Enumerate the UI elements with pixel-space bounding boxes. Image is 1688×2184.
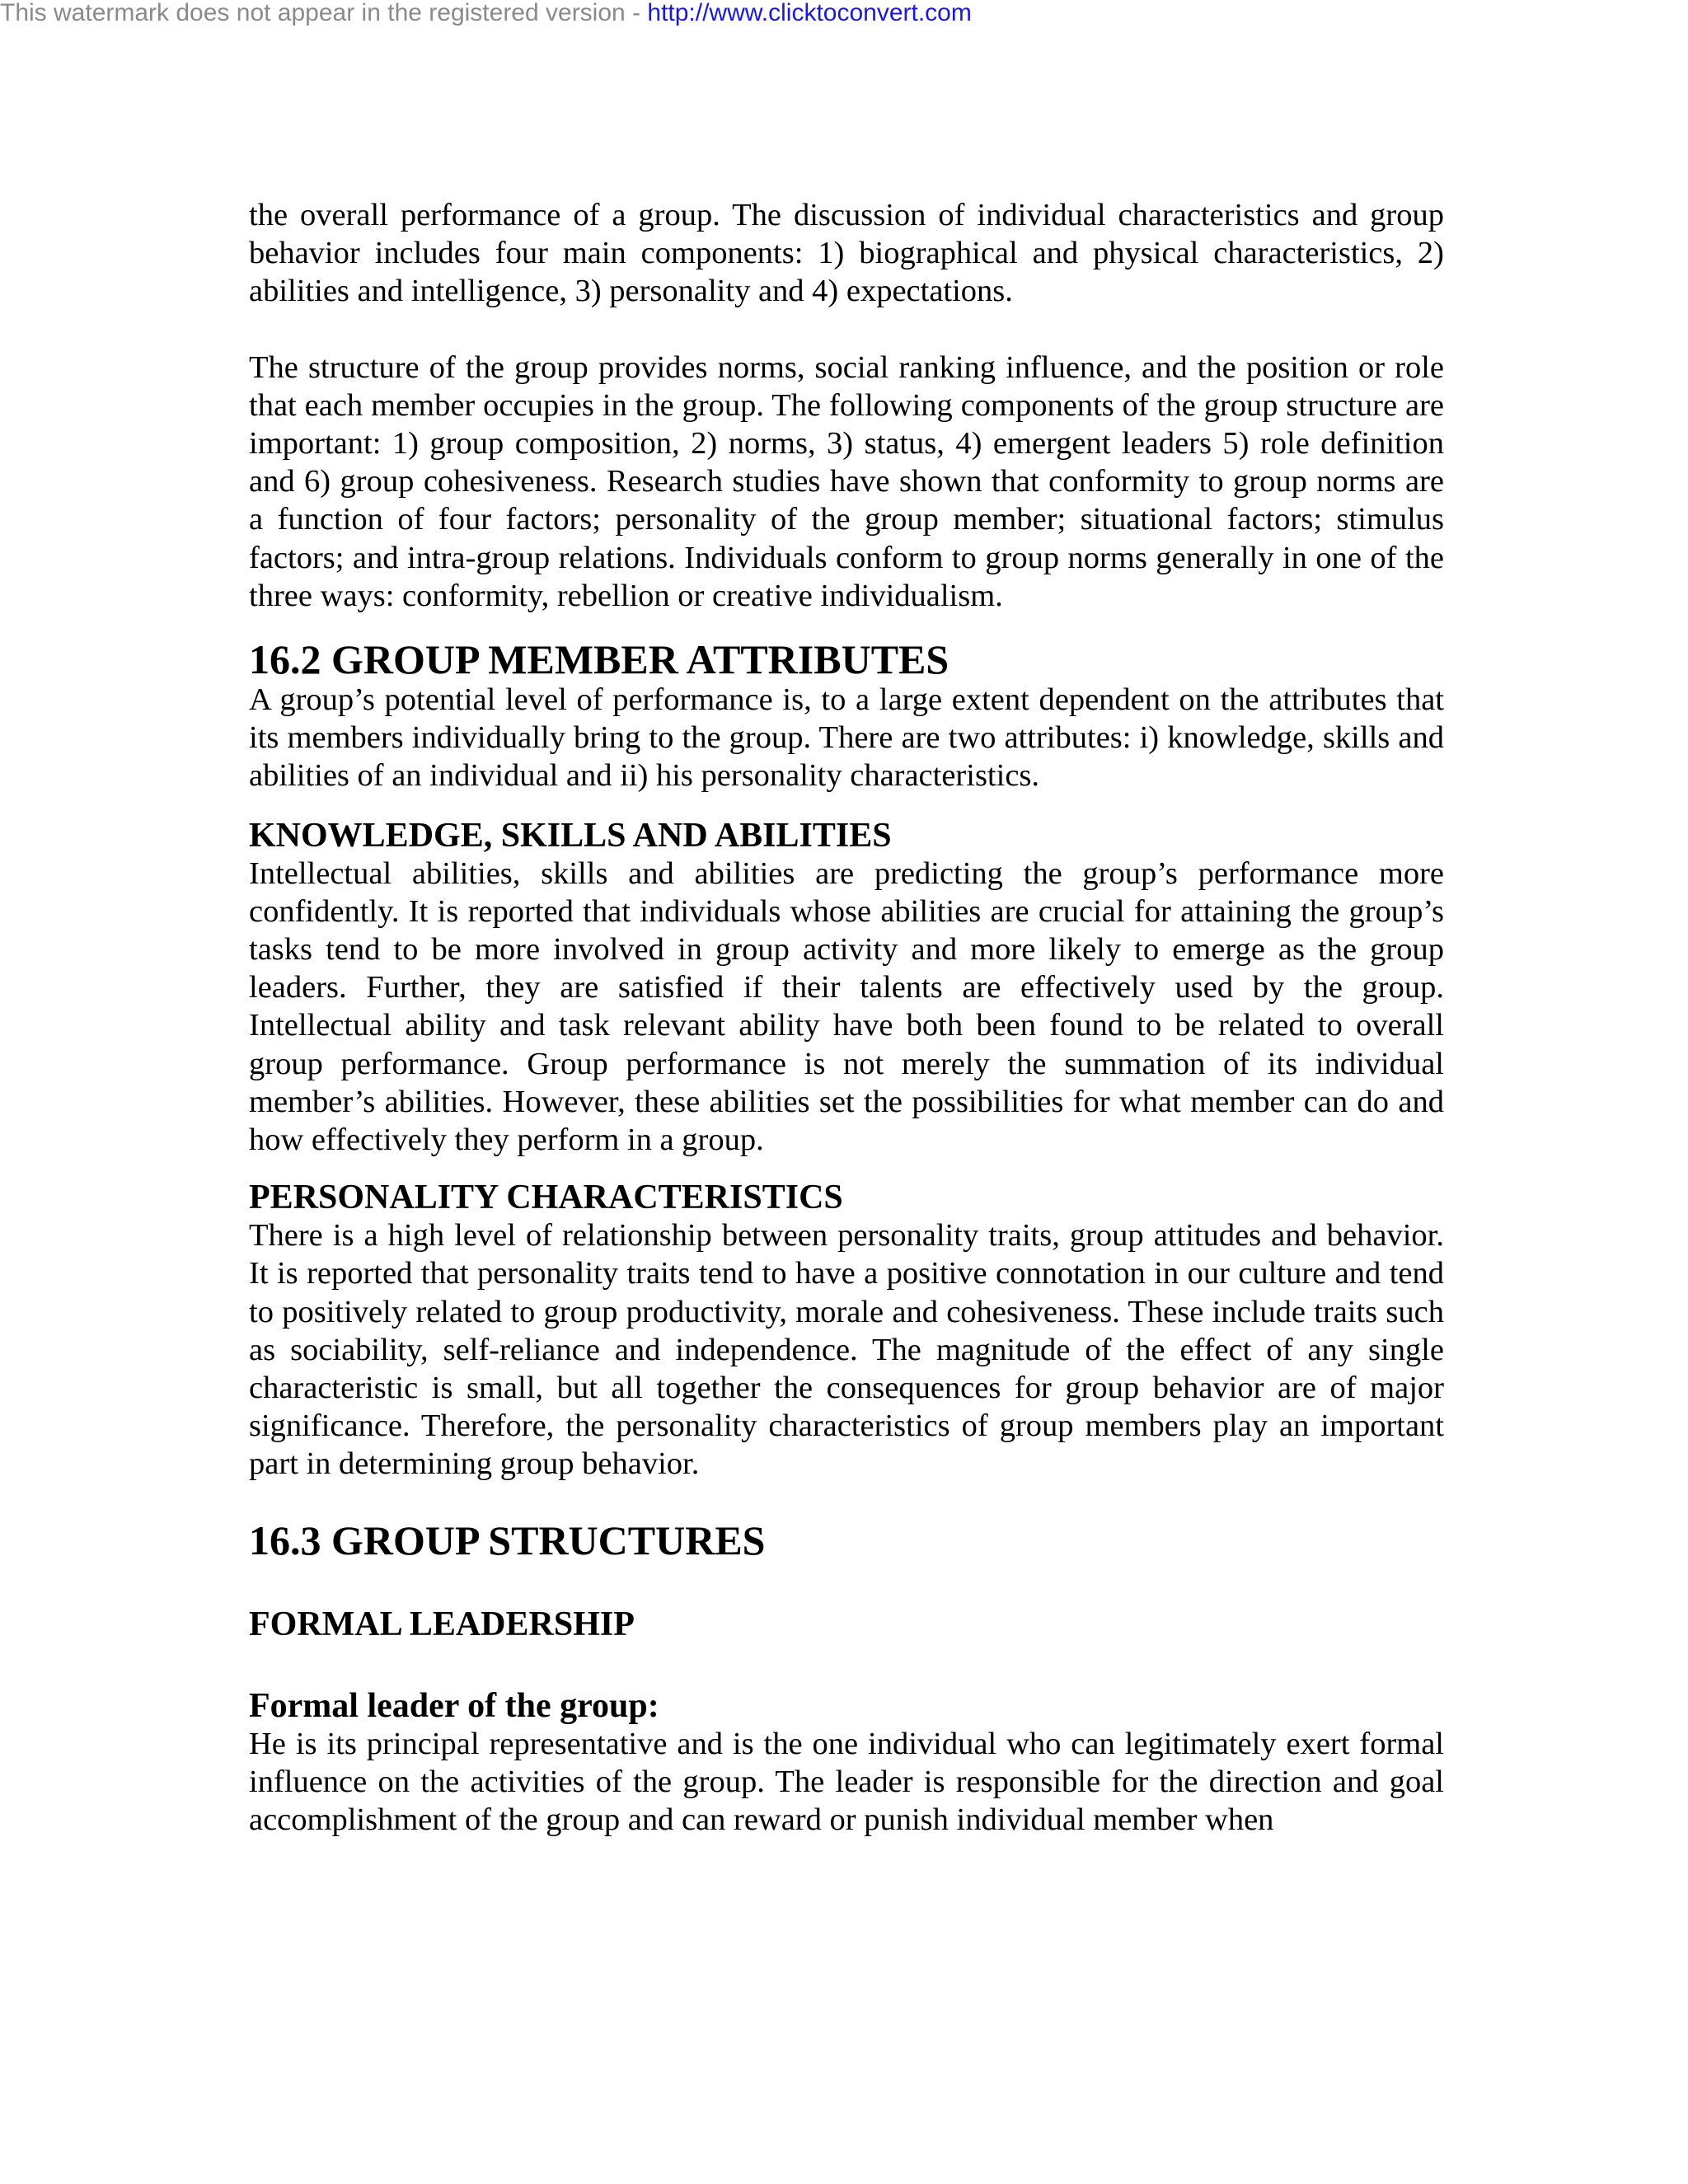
intro-paragraph: the overall performance of a group. The discussion of individual characteristics and group behavior includes four main components: 1) biographical and physical characteristics, 2) abilities and intelligence, 3) personality and 4) expectations. [249, 198, 1444, 309]
watermark-text: This watermark does not appear in the registered version - [0, 0, 648, 26]
attributes-paragraph: A group’s potential level of performance is, to a large extent dependent on the attributes that its members individually bring to the group. There are two attributes: i) knowledge, skills and abilities of an individual and ii) his personality characteristics. [249, 682, 1444, 794]
subheading-personality-characteristics: PERSONALITY CHARACTERISTICS [249, 1179, 843, 1217]
section-heading-group-member-attributes: 16.2 GROUP MEMBER ATTRIBUTES [249, 636, 950, 683]
subheading-knowledge-skills-abilities: KNOWLEDGE, SKILLS AND ABILITIES [249, 816, 892, 855]
formal-leader-paragraph: He is its principal representative and is the one individual who can legitimately exert formal influence on the activities of the group. The leader is responsible for the direction and goal accomplishment of the group and can reward or punish individual member when [249, 1726, 1444, 1838]
subheading-formal-leadership: FORMAL LEADERSHIP [249, 1605, 635, 1643]
section-heading-group-structures: 16.3 GROUP STRUCTURES [249, 1516, 766, 1563]
document-page [249, 196, 1444, 1839]
group-structure-paragraph: The structure of the group provides norms, social ranking influence, and the position or role that each member occupies in the group. The following components of the group structure are important: 1) group composition, 2) norms, 3) status, 4) emergent leaders 5) role definition and 6) group cohesiveness. Research studies have shown that conformity to group norms are a function of four factors; personality of the group member; situational factors; stimulus factors; and intra-group relations. Individuals conform to group norms generally in one of the three ways: conformity, rebellion or creative individualism. [249, 349, 1444, 613]
watermark-link[interactable]: http://www.clicktoconvert.com [647, 0, 972, 26]
knowledge-skills-abilities-paragraph: Intellectual abilities, skills and abilities are predicting the group’s performance more confidently. It is reported that individuals whose abilities are crucial for attaining the group’s tasks tend to be more involved in group activity and more likely to emerge as the group leaders. Further, they are satisfied if their talents are effectively used by the group. Intellectual ability and task relevant ability have both been found to be related to overall group performance. Group performance is not merely the summation of its individual member’s abilities. However, these abilities set the possibilities for what member can do and how effectively they perform in a group. [249, 855, 1444, 1158]
subheading-formal-leader-of-group: Formal leader of the group: [249, 1686, 659, 1725]
watermark-notice [0, 0, 972, 26]
personality-characteristics-paragraph: There is a high level of relationship between personality traits, group attitudes and behavior. It is reported that personality traits tend to have a positive connotation in our culture and tend to positively related to group productivity, morale and cohesiveness. These include traits such as sociability, self-reliance and independence. The magnitude of the effect of any single characteristic is small, but all together the consequences for group behavior are of major significance. Therefore, the personality characteristics of group members play an important part in determining group behavior. [249, 1218, 1444, 1482]
